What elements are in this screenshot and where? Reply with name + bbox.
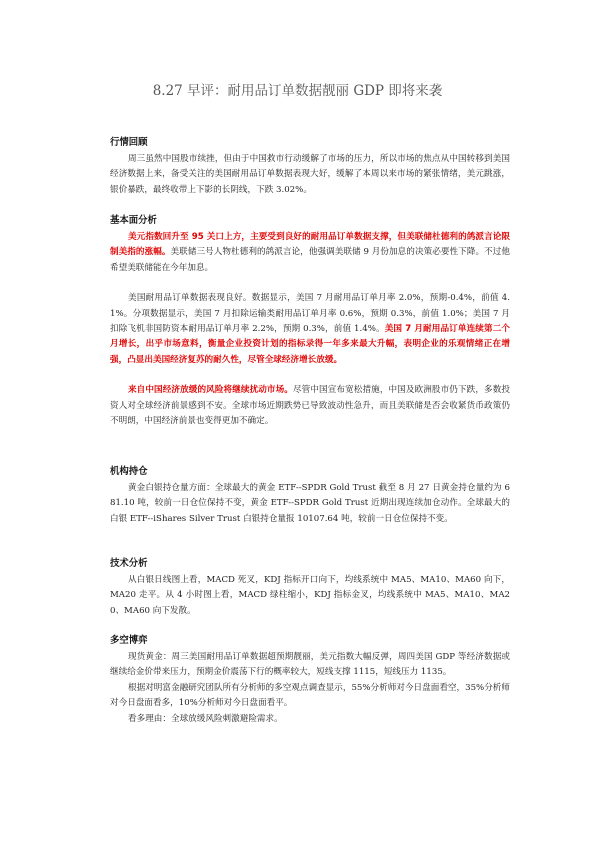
paragraph <box>110 383 510 429</box>
paragraph <box>110 230 510 276</box>
paragraph: 周三虽然中国股市续挫，但由于中国救市行动缓解了市场的压力，所以市场的焦点从中国转移到美国经济数据上来，备受关注的美国耐用品订单数据表现大好，缓解了本周以来市场的紧张情绪，美元跳涨，银价暴跌，最终收带上下影的长阴线，下跌 3.02%。 <box>110 154 510 195</box>
body-text: 尽管中国宣布宽松措施，中国及欧洲股市仍下跌，多数投资人对全球经济前景感到不安。全球市场近期跌势已导致波动性急升，而且美联储是否会收紧货币政策仍不明朗，中国经济前景也变得更加不确定。 <box>110 385 510 427</box>
highlight-text: 美元指数回升至 95 关口上方，主要受到良好的耐用品订单数据支撑，但美联储杜德利的鸽派言论限制美指的涨幅。 <box>110 232 510 258</box>
body-text: 美联储三号人物杜德利的鸽派言论，他强调美联储 9 月份加息的决策必要性下降。不过他希望美联储能在今年加息。 <box>110 247 510 273</box>
section-market-review <box>110 136 510 198</box>
paragraph <box>110 291 510 368</box>
section-heading: 多空博弈 <box>110 635 148 646</box>
section-technical <box>110 557 510 619</box>
highlight-text: 来自中国经济放缓的风险将继续扰动市场。 <box>128 385 293 396</box>
section-heading: 行情回顾 <box>110 137 148 148</box>
body-text: 美国耐用品订单数据表现良好。数据显示，美国 7 月耐用品订单月率 2.0%，预期-0.4%，前值 4.1%。分项数据显示，美国 7 月扣除运输类耐用品订单月率 0.6%，预期 0.3%，前值 1.0%；美国 7 月扣除飞机非国防资本耐用品订单月率 2.2%，预期 0.3%，前值 1.4%。 <box>110 293 510 335</box>
highlight-text: 美国 7 月耐用品订单连续第二个月增长，出乎市场意料，衡量企业投资计划的指标录得一年多来最大升幅，表明企业的乐观情绪正在增强，凸显出美国经济复苏的耐久性，尽管全球经济增长放缓。 <box>110 324 510 365</box>
paragraph: 黄金白银持仓量方面：全球最大的黄金 ETF--SPDR Gold Trust 截至 8 月 27 日黄金持仓量约为 681.10 吨，较前一日仓位保持不变，黄金 ETF--SPDR Gold Trust 近期出现连续加仓动作。全球最大的白银 ETF--iShares Silver Trust 白银持仓量报 10107.64 吨，较前一日仓位保持不变。 <box>110 483 510 524</box>
section-heading: 基本面分析 <box>110 215 157 226</box>
paragraph: 根据对明富金融研究团队所有分析师的多空观点调查显示，55%分析师对今日盘面看空，35%分析师对今日盘面看多，10%分析师对今日盘面看平。 <box>110 682 510 709</box>
section-holdings <box>110 465 510 527</box>
section-long-short <box>110 634 510 727</box>
paragraph: 从白银日线图上看，MACD 死叉，KDJ 指标开口向下，均线系统中 MA5、MA10、MA60 向下，MA20 走平。从 4 小时图上看，MACD 绿柱缩小，KDJ 指标金叉，均线系统中 MA5、MA10、MA20、MA60 向下发散。 <box>110 575 510 616</box>
section-heading: 技术分析 <box>110 558 148 569</box>
paragraph: 看多理由：全球放缓风险刺激避险需求。 <box>128 713 283 724</box>
paragraph: 现货黄金：周三美国耐用品订单数据超预期靓丽，美元指数大幅反弹，周四美国 GDP 等经济数据或继续给金价带来压力，预期金价震荡下行的概率较大，短线支撑 1115，短线压力 1135。 <box>110 652 510 678</box>
section-fundamentals <box>110 214 510 429</box>
page-title: 8.27 早评：耐用品订单数据靓丽 GDP 即将来袭 <box>152 83 443 99</box>
section-heading: 机构持仓 <box>110 466 148 477</box>
